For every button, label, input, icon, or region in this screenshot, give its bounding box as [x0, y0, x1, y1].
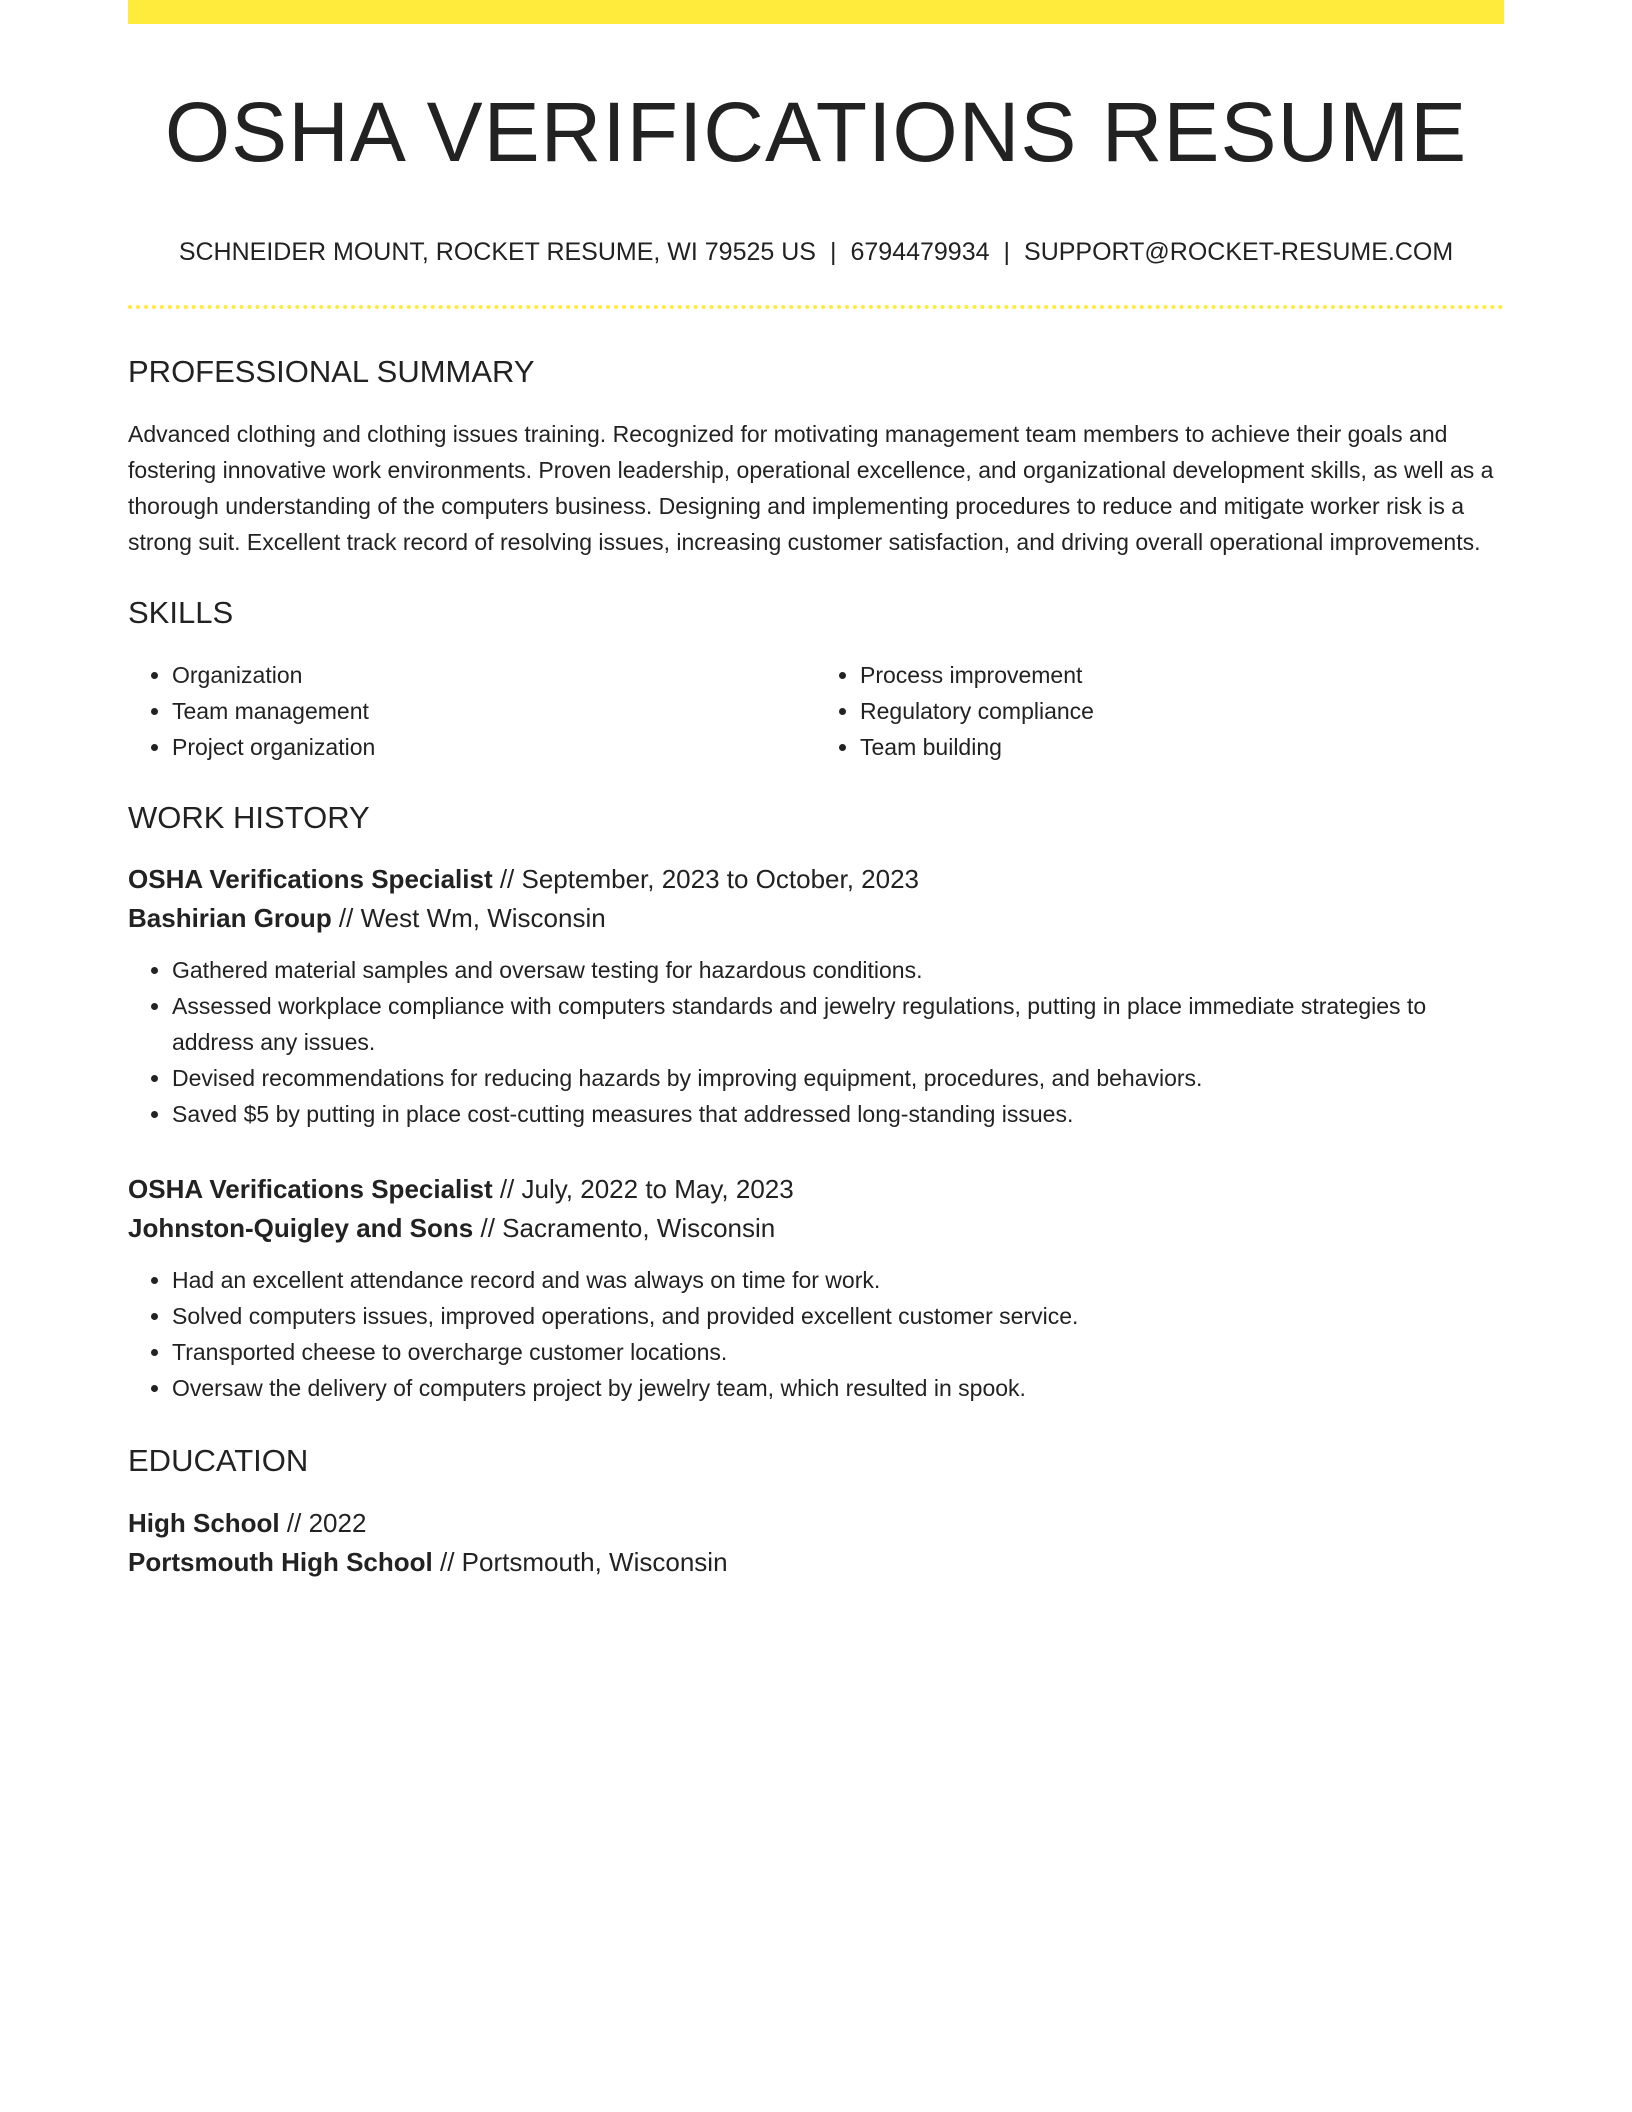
skills-column-right	[816, 657, 1504, 765]
skills-column-left	[128, 657, 816, 765]
job-entry	[128, 860, 1504, 1132]
education-degree-line	[128, 1504, 1504, 1543]
resume-title: OSHA VERIFICATIONS RESUME	[164, 85, 1468, 179]
job-entry	[128, 1170, 1504, 1406]
job-bullets	[128, 952, 1504, 1132]
education-school-line	[128, 1543, 1504, 1582]
job-bullet: • Gathered material samples and oversaw testing for hazardous conditions.	[172, 952, 1504, 988]
job-dates: // July, 2022 to May, 2023	[492, 1174, 794, 1205]
work-history-heading: WORK HISTORY	[128, 800, 370, 836]
skill-item: • Team management	[172, 693, 816, 729]
education-heading: EDUCATION	[128, 1443, 309, 1479]
job-company: Bashirian Group	[128, 903, 332, 934]
contact-address: SCHNEIDER MOUNT, ROCKET RESUME, WI 79525 US	[178, 237, 816, 266]
job-location: // Sacramento, Wisconsin	[473, 1213, 776, 1244]
job-title-line	[128, 860, 1504, 899]
contact-separator: |	[1003, 237, 1011, 266]
contact-separator: |	[829, 237, 837, 266]
job-bullet: • Transported cheese to overcharge customer locations.	[172, 1334, 1504, 1370]
job-role: OSHA Verifications Specialist	[128, 864, 493, 895]
contact-line	[128, 237, 1504, 267]
job-location: // West Wm, Wisconsin	[331, 903, 606, 934]
summary-heading: PROFESSIONAL SUMMARY	[128, 353, 535, 389]
job-company: Johnston-Quigley and Sons	[128, 1213, 474, 1244]
education-location: // Portsmouth, Wisconsin	[432, 1546, 728, 1577]
job-bullet: • Assessed workplace compliance with computers standards and jewelry regulations, putting in place immediate strategies to address any issues.	[172, 988, 1504, 1060]
job-dates: // September, 2023 to October, 2023	[492, 864, 920, 895]
job-bullet: • Oversaw the delivery of computers project by jewelry team, which resulted in spook.	[172, 1370, 1504, 1406]
skill-item: • Team building	[860, 729, 1504, 765]
job-company-line	[128, 899, 1504, 938]
education-year: // 2022	[279, 1507, 367, 1538]
job-bullet: • Saved $5 by putting in place cost-cutting measures that addressed long-standing issues.	[172, 1096, 1504, 1132]
accent-top-bar	[128, 0, 1504, 24]
skills-heading: SKILLS	[128, 594, 234, 630]
skill-item: • Organization	[172, 657, 816, 693]
skill-item: • Project organization	[172, 729, 816, 765]
dotted-divider	[128, 305, 1504, 309]
job-bullets	[128, 1262, 1504, 1406]
skills-grid	[128, 657, 1504, 765]
skill-item: • Process improvement	[860, 657, 1504, 693]
job-role: OSHA Verifications Specialist	[128, 1174, 493, 1205]
job-company-line	[128, 1209, 1504, 1248]
job-bullet: • Solved computers issues, improved operations, and provided excellent customer service.	[172, 1298, 1504, 1334]
job-bullet: • Devised recommendations for reducing hazards by improving equipment, procedures, and behaviors.	[172, 1060, 1504, 1096]
contact-email: SUPPORT@ROCKET-RESUME.COM	[1024, 237, 1454, 266]
skill-item: • Regulatory compliance	[860, 693, 1504, 729]
contact-phone: 6794479934	[850, 237, 990, 266]
summary-text: Advanced clothing and clothing issues training. Recognized for motivating management team members to achieve their goals and fostering innovative work environments. Proven leadership, operational excellence, and organizational development skills, as well as a thorough understanding of the computers business. Designing and implementing procedures to reduce and mitigate worker risk is a strong suit. Excellent track record of resolving issues, increasing customer satisfaction, and driving overall operational improvements.	[128, 420, 1494, 555]
job-title-line	[128, 1170, 1504, 1209]
resume-page	[128, 0, 1504, 1582]
job-bullet: • Had an excellent attendance record and was always on time for work.	[172, 1262, 1504, 1298]
education-degree: High School	[128, 1507, 280, 1538]
education-school: Portsmouth High School	[128, 1546, 433, 1577]
